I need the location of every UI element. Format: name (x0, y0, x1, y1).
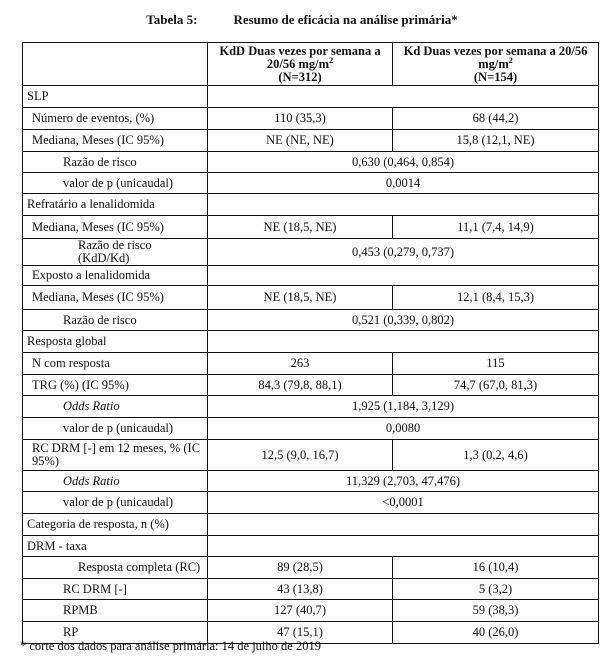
row-label: RC DRM [-] em 12 meses, % (IC 95%) (23, 440, 208, 471)
table-row (23, 331, 599, 353)
row-label: Resposta global (23, 331, 208, 353)
row-label: Exposto a lenalidomida (23, 266, 208, 286)
table-row (23, 310, 599, 331)
table-row (23, 440, 599, 471)
kd-value: 11,1 (7,4, 14,9) (393, 216, 599, 239)
kd-value: 5 (3,2) (393, 579, 599, 600)
table-row (23, 600, 599, 622)
merged-value: <0,0001 (208, 492, 599, 514)
header-kdd-sup: 2 (329, 55, 334, 65)
row-label: N com resposta (23, 353, 208, 375)
row-label: RP (23, 622, 208, 644)
kd-value: 16 (10,4) (393, 557, 599, 579)
kdd-value: 263 (208, 353, 393, 375)
row-label: Refratário a lenalidomida (23, 194, 208, 216)
kd-value: 40 (26,0) (393, 622, 599, 644)
table-row (23, 152, 599, 173)
merged-value: 0,0080 (208, 418, 599, 440)
table-row (23, 108, 599, 130)
table-caption: Resumo de eficácia na análise primária* (233, 12, 458, 27)
header-kd-line1: Kd Duas vezes por semana a 20/56 (403, 43, 588, 58)
kdd-value: 84,3 (79,8, 88,1) (208, 375, 393, 396)
row-label: valor de p (unicaudal) (23, 173, 208, 194)
kd-value: 68 (44,2) (393, 108, 599, 130)
row-label: Mediana, Meses (IC 95%) (23, 216, 208, 239)
section-empty-cell (208, 514, 599, 536)
table-row (23, 130, 599, 152)
header-kdd-n: (N=312) (278, 69, 322, 84)
kd-value: 12,1 (8,4, 15,3) (393, 286, 599, 310)
kdd-value: NE (NE, NE) (208, 130, 393, 152)
table-row (23, 86, 599, 108)
kd-value: 115 (393, 353, 599, 375)
table-row (23, 353, 599, 375)
efficacy-table (22, 42, 599, 644)
kdd-value: NE (18,5, NE) (208, 286, 393, 310)
section-empty-cell (208, 194, 599, 216)
kdd-value: 127 (40,7) (208, 600, 393, 622)
table-row (23, 492, 599, 514)
table-row (23, 216, 599, 239)
table-row (23, 536, 599, 557)
merged-value: 0,453 (0,279, 0,737) (208, 239, 599, 266)
header-kdd (208, 43, 393, 86)
row-label: Mediana, Meses (IC 95%) (23, 286, 208, 310)
row-label: Razão de risco (KdD/Kd) (23, 239, 208, 266)
table-row (23, 266, 599, 286)
section-empty-cell (208, 86, 599, 108)
row-label: RC DRM [-] (23, 579, 208, 600)
kdd-value: 110 (35,3) (208, 108, 393, 130)
table-row (23, 418, 599, 440)
header-kdd-line1: KdD Duas vezes por semana a (219, 43, 381, 58)
table-number: Tabela 5: (146, 12, 198, 27)
row-label: valor de p (unicaudal) (23, 418, 208, 440)
section-empty-cell (208, 331, 599, 353)
kd-value: 74,7 (67,0, 81,3) (393, 375, 599, 396)
merged-value: 1,925 (1,184, 3,129) (208, 396, 599, 418)
table-row (23, 375, 599, 396)
kdd-value: 89 (28,5) (208, 557, 393, 579)
row-label: Número de eventos, (%) (23, 108, 208, 130)
kdd-value: 47 (15,1) (208, 622, 393, 644)
kdd-value: 12,5 (9,0, 16,7) (208, 440, 393, 471)
table-row (23, 396, 599, 418)
kd-value: 1,3 (0,2, 4,6) (393, 440, 599, 471)
row-label: Categoria de resposta, n (%) (23, 514, 208, 536)
header-kdd-line2: 20/56 mg/m (266, 56, 330, 71)
section-empty-cell (208, 266, 599, 286)
header-kd-line2: mg/m (478, 56, 509, 71)
header-empty (23, 43, 208, 86)
header-kd-n: (N=154) (473, 69, 518, 84)
row-label: valor de p (unicaudal) (23, 492, 208, 514)
kd-value: 59 (38,3) (393, 600, 599, 622)
row-label: SLP (23, 86, 208, 108)
kdd-value: NE (18,5, NE) (208, 216, 393, 239)
merged-value: 0,630 (0,464, 0,854) (208, 152, 599, 173)
kd-value: 15,8 (12,1, NE) (393, 130, 599, 152)
kdd-value: 43 (13,8) (208, 579, 393, 600)
header-row (23, 43, 599, 86)
section-empty-cell (208, 536, 599, 557)
row-label: TRG (%) (IC 95%) (23, 375, 208, 396)
table-row (23, 173, 599, 194)
table-row (23, 471, 599, 492)
row-label: DRM - taxa (23, 536, 208, 557)
table-row (23, 557, 599, 579)
row-label: RPMB (23, 600, 208, 622)
row-label: Odds Ratio (23, 471, 208, 492)
row-label: Razão de risco (23, 310, 208, 331)
footnote: * corte dos dados para análise primária: 14 de julho de 2019 (20, 639, 321, 653)
merged-value: 0,0014 (208, 173, 599, 194)
row-label: Mediana, Meses (IC 95%) (23, 130, 208, 152)
table-row (23, 194, 599, 216)
row-label: Razão de risco (23, 152, 208, 173)
header-kd-sup: 2 (508, 55, 513, 65)
header-kd (393, 43, 599, 86)
row-label: Resposta completa (RC) (23, 557, 208, 579)
merged-value: 0,521 (0,339, 0,802) (208, 310, 599, 331)
merged-value: 11,329 (2,703, 47,476) (208, 471, 599, 492)
table-row (23, 579, 599, 600)
table-row (23, 239, 599, 266)
table-title (0, 12, 604, 28)
table-row (23, 286, 599, 310)
row-label: Odds Ratio (23, 396, 208, 418)
table-row (23, 514, 599, 536)
